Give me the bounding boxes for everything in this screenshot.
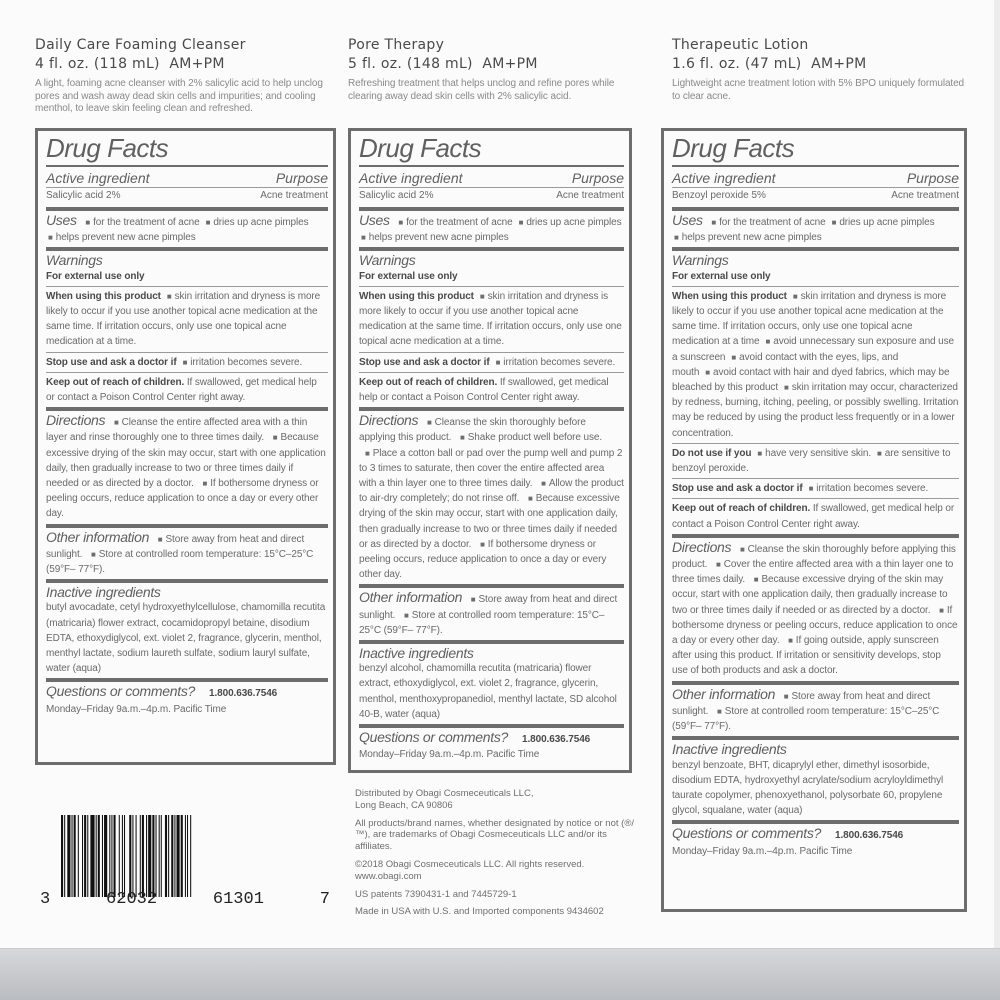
drug-facts-title: Drug Facts bbox=[359, 133, 624, 167]
package-bottom-band bbox=[0, 948, 1000, 1000]
warnings-section: Warnings For external use only When using this product■ skin irritation and dryness is more likely to occur if you use another topical acne medication at the same time. If irritation occurs, only use one topical acne medication at a time. Stop use and ask a doctor if■ irritation becomes severe. Keep out of reach of children. If swallowed, get medical help or contact a Poison Control Center right away. bbox=[46, 247, 328, 407]
phone-number: 1.800.636.7546 bbox=[522, 734, 591, 746]
package-edge bbox=[994, 0, 1000, 948]
drug-facts-panel-cleanser bbox=[35, 128, 336, 765]
active-ingredient-row: Salicylic acid 2% Acne treatment bbox=[46, 187, 328, 202]
directions-section: Directions ■ Cleanse the skin thoroughly before applying this product. ■ Shake product well before use. ■ Place a cotton ball or pad over the pump well and pump 2 to 3 times to saturate, then cover the entire affected area with a thin layer one to three times daily. ■ Allow the product to air-dry completely; do not rinse off. ■ Because excessive drying of the skin may occur, start with one application daily, then gradually increase to two or three times daily if needed or as directed by a doctor. ■ If bothersome dryness or peeling occurs, reduce application to once a day or every other day. bbox=[359, 407, 624, 584]
copyright: ©2018 Obagi Cosmeceuticals LLC. All rights reserved. bbox=[355, 858, 585, 870]
uses-section: Uses ■ for the treatment of acne■ dries up acne pimples ■ helps prevent new acne pimples bbox=[46, 207, 328, 247]
drug-facts-panel-pore-therapy bbox=[348, 128, 632, 773]
product-header-cleanser bbox=[35, 36, 335, 116]
product-header-lotion bbox=[672, 36, 972, 103]
active-ingredient-row: Benzoyl peroxide 5% Acne treatment bbox=[672, 187, 959, 202]
questions-section: Questions or comments? 1.800.636.7546 Monday–Friday 9a.m.–4p.m. Pacific Time bbox=[359, 724, 624, 764]
active-ingredient-row: Salicylic acid 2% Acne treatment bbox=[359, 187, 624, 202]
other-information-section: Other information ■ Store away from heat and direct sunlight. ■ Store at controlled room temperature: 15°C–25°C (59°F– 77°F). bbox=[46, 524, 328, 580]
warnings-section: Warnings For external use only When using this product■ skin irritation and dryness is more likely to occur if you use another topical acne medication at the same time. If irritation occurs, only use one topical acne medication at a time. Stop use and ask a doctor if■ irritation becomes severe. Keep out of reach of children. If swallowed, get medical help or contact a Poison Control Center right away. bbox=[359, 247, 624, 407]
product-name: Therapeutic Lotion bbox=[672, 37, 809, 53]
inactive-ingredients-section: Inactive ingredients benzyl benzoate, BHT, dicaprylyl ether, dimethyl isosorbide, disodium EDTA, hydroxyethyl acrylate/sodium acryloyldimethyl taurate copolymer, phenoxyethanol, polysorbate 60, propylene glycol, squalane, water (aqua) bbox=[672, 736, 959, 820]
product-description: A light, foaming acne cleanser with 2% salicylic acid to help unclog pores and wash away dead skin cells and impurities; and cooling menthol, to leave skin feeling clean and refreshed. bbox=[35, 78, 323, 114]
drug-facts-title: Drug Facts bbox=[46, 133, 328, 167]
questions-section: Questions or comments? 1.800.636.7546 Monday–Friday 9a.m.–4p.m. Pacific Time bbox=[672, 820, 959, 860]
made-in: Made in USA with U.S. and Imported components 9434602 bbox=[355, 906, 604, 918]
phone-number: 1.800.636.7546 bbox=[209, 688, 278, 700]
active-ingredient-header: Active ingredient Purpose bbox=[46, 170, 328, 186]
distributor-fine-print bbox=[355, 788, 635, 924]
drug-facts-panel-lotion bbox=[661, 128, 967, 912]
patents: US patents 7390431-1 and 7445729-1 bbox=[355, 888, 517, 900]
warnings-section: Warnings For external use only When using this product■ skin irritation and dryness is more likely to occur if you use another topical acne medication at the same time. If irritation occurs, only use one topical acne medication at a time■ avoid unnecessary sun exposure and use a sunscreen■ avoid contact with the eyes, lips, and mouth■ avoid contact with hair and dyed fabrics, which may be bleached by this product■ skin irritation may occur, characterized by redness, burning, itching, peeling, or possibly swelling. Irritation may be reduced by using the product less frequently or in a lower concentration. Do not use if you■ have very sensitive skin.■ are sensitive to benzoyl peroxide. Stop use and ask a doctor if■ irritation becomes severe. Keep out of reach of children. If swallowed, get medical help or contact a Poison Control Center right away. bbox=[672, 247, 959, 533]
product-name: Pore Therapy bbox=[348, 37, 445, 53]
product-size: 5 fl. oz. (148 mL) AM+PM bbox=[348, 56, 538, 72]
website: www.obagi.com bbox=[355, 870, 422, 882]
directions-section: Directions ■ Cleanse the skin thoroughly before applying this product. ■ Cover the entire affected area with a thin layer one to three times daily. ■ Because excessive drying of the skin may occur, start with one application daily, then gradually increase to two or three times daily if needed or as directed by a doctor. ■ If bothersome dryness or peeling occurs, reduce application to once a day or every other day. ■ If going outside, apply sunscreen after using this product. If irritation or sensitivity develops, stop use of both products and ask a doctor. bbox=[672, 534, 959, 681]
uses-section: Uses ■ for the treatment of acne■ dries up acne pimples ■ helps prevent new acne pimples bbox=[359, 207, 624, 247]
product-description: Refreshing treatment that helps unclog and refine pores while clearing away dead skin cells with 2% salicylic acid. bbox=[348, 78, 615, 102]
active-ingredient-header: Active ingredient Purpose bbox=[672, 170, 959, 186]
drug-facts-title: Drug Facts bbox=[672, 133, 959, 167]
product-size: 4 fl. oz. (118 mL) AM+PM bbox=[35, 56, 225, 72]
product-description: Lightweight acne treatment lotion with 5% BPO uniquely formulated to clear acne. bbox=[672, 78, 965, 102]
active-ingredient-header: Active ingredient Purpose bbox=[359, 170, 624, 186]
product-name: Daily Care Foaming Cleanser bbox=[35, 37, 246, 53]
trademark-notice: All products/brand names, whether designated by notice or not (®/™), are trademarks of Obagi Cosmeceuticals LLC and/or its affiliates. bbox=[355, 817, 634, 853]
distributed-by: Distributed by Obagi Cosmeceuticals LLC, Long Beach, CA 90806 bbox=[355, 788, 534, 811]
other-information-section: Other information ■ Store away from heat and direct sunlight. ■ Store at controlled room temperature: 15°C–25°C (59°F– 77°F). bbox=[672, 681, 959, 737]
barcode-image bbox=[57, 815, 307, 897]
product-header-pore-therapy bbox=[348, 36, 632, 103]
product-size: 1.6 fl. oz. (47 mL) AM+PM bbox=[672, 56, 867, 72]
uses-section: Uses ■ for the treatment of acne■ dries up acne pimples ■ helps prevent new acne pimples bbox=[672, 207, 959, 247]
inactive-ingredients-section: Inactive ingredients benzyl alcohol, chamomilla recutita (matricaria) flower extract, ethoxydiglycol, ext. violet 2, fragrance, glycerin, menthol, menthoxypropanediol, menthyl lactate, SD alcohol 40-B, water (aqua) bbox=[359, 640, 624, 724]
barcode-digits: 3 62032 61301 7 bbox=[40, 890, 330, 909]
directions-section: Directions ■ Cleanse the entire affected area with a thin layer and rinse thoroughly one to three times daily. ■ Because excessive drying of the skin may occur, start with one application daily, then gradually increase to two or three times daily if needed or as directed by a doctor. ■ If bothersome dryness or peeling occurs, reduce application to once a day or every other day. bbox=[46, 407, 328, 523]
other-information-section: Other information ■ Store away from heat and direct sunlight. ■ Store at controlled room temperature: 15°C–25°C (59°F– 77°F). bbox=[359, 584, 624, 640]
questions-section: Questions or comments? 1.800.636.7546 Monday–Friday 9a.m.–4p.m. Pacific Time bbox=[46, 678, 328, 718]
phone-number: 1.800.636.7546 bbox=[835, 830, 904, 842]
inactive-ingredients-section: Inactive ingredients butyl avocadate, cetyl hydroxyethylcellulose, chamomilla recutita (matricaria) flower extract, cocamidopropyl betaine, disodium EDTA, ethoxydiglycol, ext. violet 2, fragrance, glycerin, menthol, menthyl lactate, sodium laureth sulfate, sodium lauryl sulfate, water (aqua) bbox=[46, 579, 328, 678]
